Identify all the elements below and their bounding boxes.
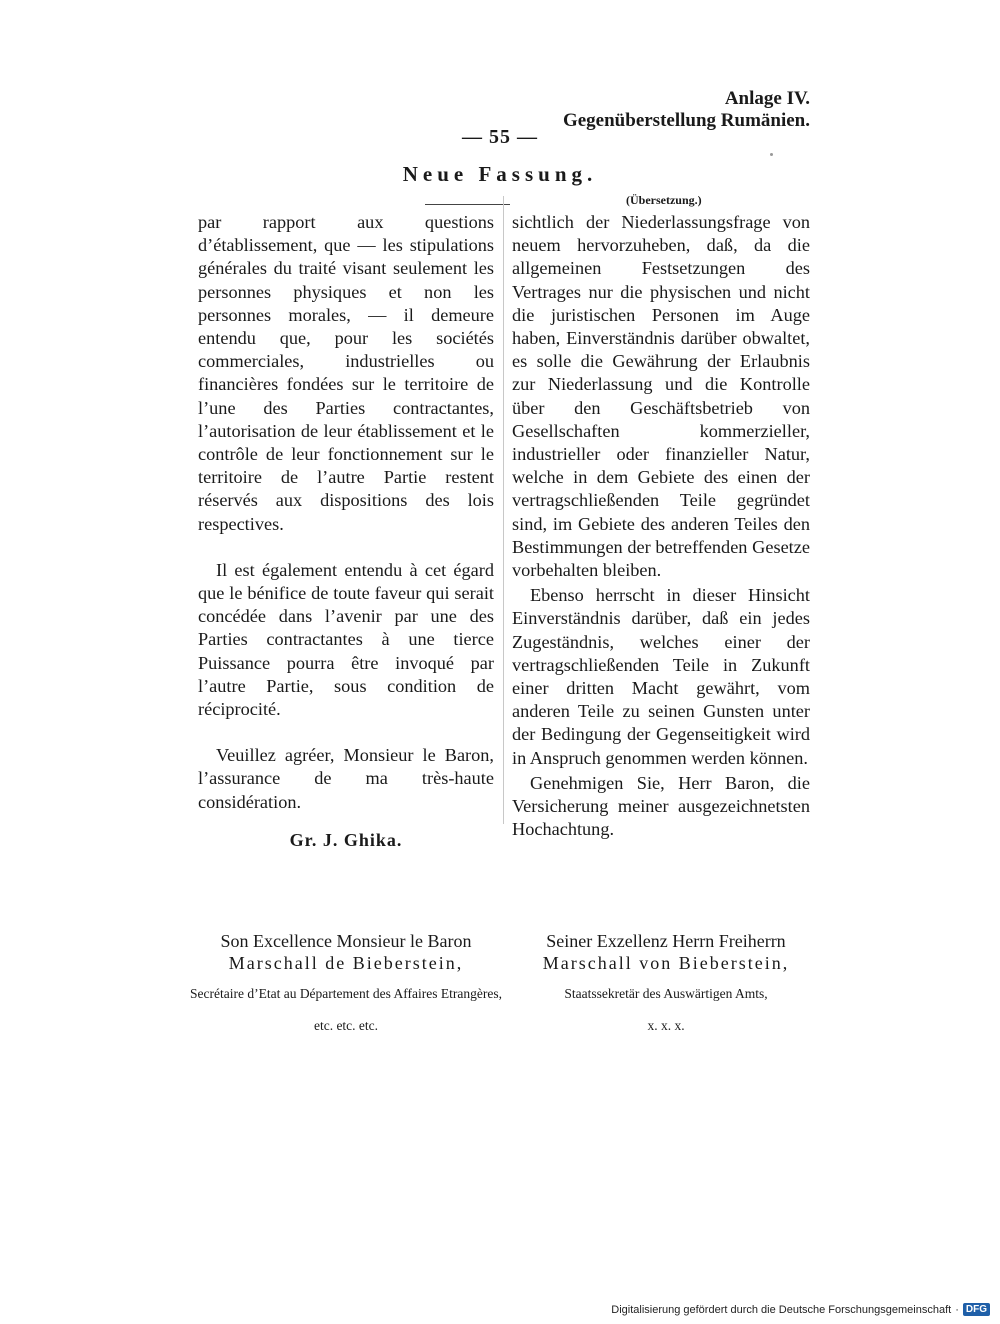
address-french bbox=[178, 930, 514, 1036]
address-german-line2: Marschall von Bieberstein, bbox=[542, 953, 790, 973]
translation-note: (Übersetzung.) bbox=[626, 193, 702, 207]
address-french-line1: Son Excellence Monsieur le Baron bbox=[220, 931, 472, 951]
address-german-line1: Seiner Exzellenz Herrn Freiherrn bbox=[546, 931, 786, 951]
address-french-line2: Marschall de Bieberstein, bbox=[228, 953, 464, 973]
address-french-title: Secrétaire d’Etat au Département des Affaires Etrangères, bbox=[190, 986, 502, 1001]
funding-note: Digitalisierung gefördert durch die Deutsche Forschungsgemeinschaft bbox=[611, 1303, 952, 1316]
french-paragraph-3: Veuillez agréer, Monsieur le Baron, l’assurance de ma très-haute considération. bbox=[198, 745, 494, 812]
specks bbox=[770, 153, 773, 156]
footer-separator: · bbox=[955, 1303, 959, 1316]
address-german-etc: x. x. x. bbox=[647, 1018, 685, 1033]
french-column bbox=[198, 211, 494, 814]
column-divider bbox=[503, 196, 504, 824]
address-german-title: Staatssekretär des Auswärtigen Amts, bbox=[564, 986, 768, 1001]
german-paragraph-3: Genehmigen Sie, Herr Baron, die Versicherung meiner ausgezeichnetsten Hochachtung. bbox=[512, 772, 810, 840]
annex-subtitle: Gegenüberstellung Rumänien. bbox=[562, 110, 810, 131]
german-paragraph-1: sichtlich der Niederlassungsfrage von neuem hervorzuheben, daß, da die allgemeinen Festsetzungen des Vertrages nur die physischen und nicht die juristischen Personen im Auge haben, Einverständnis darüber obwaltet, es solle die Gewährung der Erlaubnis zur Niederlassung und die Kontrolle über den Geschäftsbetrieb von Gesellschaften kommerzieller, industrieller oder finanzieller Natur, welche in dem Gebiete des einen der vertragschließenden Teile gegründet sind, im Gebiete des anderen Teiles den Bestimmungen der betreffenden Gesetze vorbehalten bleiben. bbox=[512, 212, 810, 581]
german-paragraph-2: Ebenso herrscht in dieser Hinsicht Einverständnis darüber, daß ein jedes Zugeständnis, welches einer der vertragschließenden Teile in Zukunft einer dritten Macht gewährt, vom anderen Teile zu seinen Gunsten unter der Bedingung der Gegenseitigkeit wird in Anspruch genommen werden können. bbox=[512, 585, 810, 768]
german-column bbox=[512, 211, 810, 841]
funding-footer bbox=[611, 1303, 990, 1316]
section-title: Neue Fassung. bbox=[402, 162, 598, 186]
address-german bbox=[512, 930, 820, 1036]
page-number: — 55 — bbox=[462, 126, 538, 148]
signature: Gr. J. Ghika. bbox=[289, 830, 403, 850]
dfg-logo: DFG bbox=[963, 1303, 990, 1316]
annex-label: Anlage IV. bbox=[724, 88, 810, 109]
address-french-etc: etc. etc. etc. bbox=[313, 1018, 379, 1033]
french-paragraph-2: Il est également entendu à cet égard que le bénifice de toute faveur qui serait concédée dans l’avenir par une des Parties contractantes à une tierce Puissance pourra être invoqué par l’autre Partie, sous condition de réciprocité. bbox=[198, 559, 494, 720]
french-paragraph-1: par rapport aux questions d’établissement, que — les stipulations générales du traité visant seulement les personnes physiques et non les personnes morales, — il demeure entendu que, pour les sociétés commerciales, industrielles ou financières fondées sur le territoire de l’une des Parties contractantes, l’autorisation de leur établissement et le contrôle de leur fonctionnement sur le territoire de l’autre Partie restent réservés aux dispositions des lois respectives. bbox=[198, 212, 494, 534]
title-rule bbox=[425, 204, 510, 205]
